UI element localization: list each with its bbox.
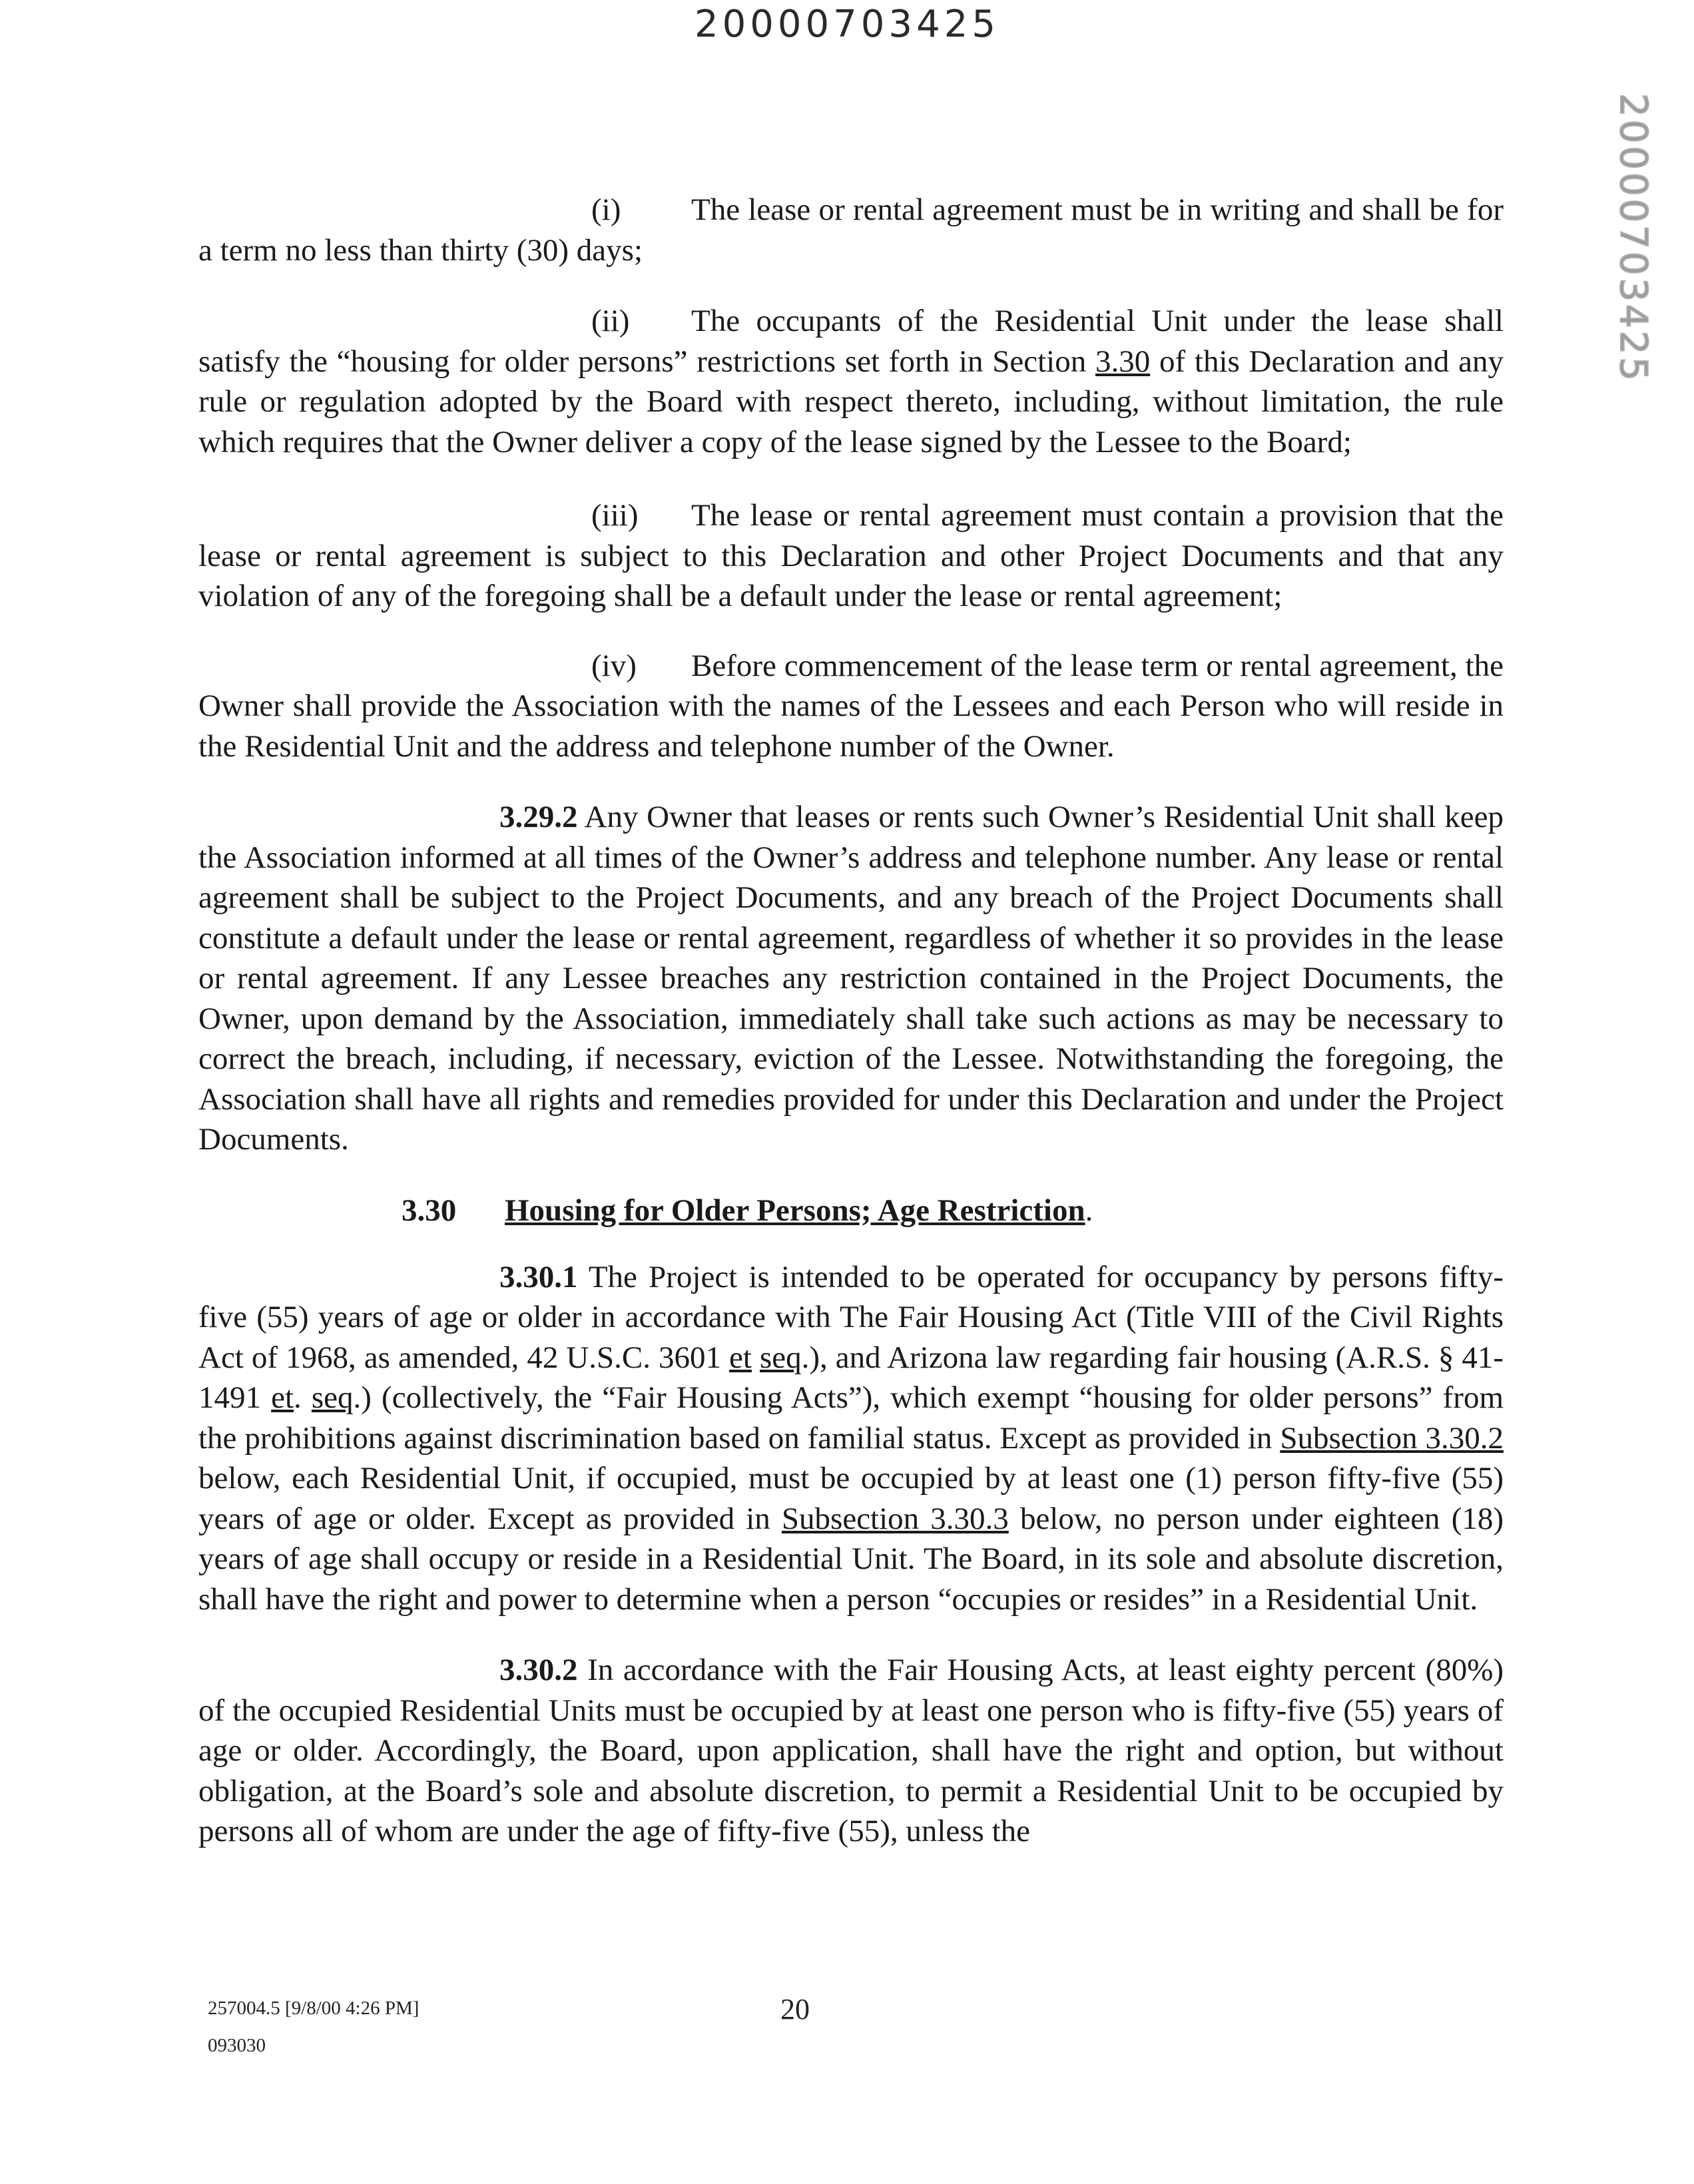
- item-iii-text: The lease or rental agreement must contain a provision that the lease or rental agreement is subject to this Declaration and other Project Documents and that any violation of any of the foregoing shall be a default under the lease or rental agreement;: [198, 498, 1504, 613]
- paragraph-3-30-1-text-1: The Project is intended to be operated for occupancy by persons fifty-five (55) years of age or older in accordance with The Fair Housing Act (Title VIII of the Civil Rights Act of 1968, as amended, 42 U.S.C. 3601: [198, 1259, 1504, 1375]
- paragraph-3-29-2-text: Any Owner that leases or rents such Owner’s Residential Unit shall keep the Association informed at all times of the Owner’s address and telephone number. Any lease or rental agreement shall be subject to the Project Documents, and any breach of the Project Documents shall constitute a default under the lease or rental agreement, regardless of whether it so provides in the lease or rental agreement. If any Lessee breaches any restriction contained in the Project Documents, the Owner, upon demand by the Association, immediately shall take such actions as may be necessary to correct the breach, including, if necessary, eviction of the Lessee. Notwithstanding the foregoing, the Association shall have all rights and remedies provided for under this Declaration and under the Project Documents.: [198, 800, 1504, 1157]
- item-iii-number: (iii): [591, 498, 639, 533]
- paragraph-3-30-1-text-3: .) (collectively, the “Fair Housing Acts”), which exempt “housing for older persons” from the prohibitions against discrimination based on familial status. Except as provided in: [198, 1380, 1504, 1456]
- item-i-text: The lease or rental agreement must be in writing and shall be for a term no less than thirty (30) days;: [198, 192, 1504, 268]
- paragraph-3-29-2: [198, 797, 1504, 1160]
- footer-doc-ref: 257004.5 [9/8/00 4:26 PM]: [208, 1998, 420, 2019]
- footer-matter-number: 093030: [208, 2035, 266, 2056]
- subsection-reference-3-30-3: Subsection 3.30.3: [781, 1501, 1009, 1536]
- paragraph-3-30-1-text-4: below, each Residential Unit, if occupied, must be occupied by at least one (1) person fifty-five (55) years of age or older. Except as provided in: [198, 1461, 1504, 1536]
- paragraph-3-30-1-number: 3.30.1: [499, 1259, 578, 1294]
- document-number-header: 20000703425: [695, 3, 999, 46]
- item-i-number: (i): [591, 192, 621, 227]
- section-heading-title: Housing for Older Persons; Age Restriction: [505, 1193, 1085, 1228]
- item-iv: [198, 646, 1504, 767]
- section-reference: 3.30: [1095, 344, 1151, 379]
- citation-dot: .: [294, 1380, 312, 1415]
- paragraph-3-30-1: [198, 1257, 1504, 1620]
- item-ii-text-b: of this Declaration and any rule or regulation adopted by the Board with respect thereto, including, without limitation, the rule which requires that the Owner deliver a copy of the lease signed by the Lessee to the Board;: [198, 344, 1504, 459]
- citation-seq-1: seq: [759, 1340, 802, 1375]
- citation-et-1: et: [729, 1340, 752, 1375]
- citation-seq-2: seq: [311, 1380, 354, 1415]
- section-heading: [198, 1191, 1504, 1230]
- item-iii: [198, 495, 1504, 617]
- paragraph-3-30-1-text-2: .), and Arizona law regarding fair housing (A.R.S. § 41-1491: [198, 1340, 1504, 1415]
- item-ii-number: (ii): [591, 304, 630, 338]
- footer-left: [208, 1990, 419, 2064]
- citation-et-2: et: [271, 1380, 294, 1415]
- item-i: [198, 190, 1504, 270]
- paragraph-3-29-2-number: 3.29.2: [499, 800, 578, 834]
- citation-space: [752, 1340, 760, 1375]
- paragraph-3-30-2: [198, 1650, 1504, 1852]
- item-iv-number: (iv): [591, 648, 637, 683]
- item-ii: [198, 301, 1504, 462]
- section-heading-number: 3.30: [402, 1193, 457, 1228]
- side-stamp: [1601, 93, 1675, 384]
- item-iv-text: Before commencement of the lease term or rental agreement, the Owner shall provide the Association with the names of the Lessees and each Person who will reside in the Residential Unit and the address and telephone number of the Owner.: [198, 648, 1504, 764]
- paragraph-3-30-2-number: 3.30.2: [499, 1653, 578, 1687]
- page-body: [198, 190, 1504, 1852]
- paragraph-3-30-2-text: In accordance with the Fair Housing Acts, at least eighty percent (80%) of the occupied Residential Units must be occupied by at least one person who is fifty-five (55) years of age or older. Accordingly, the Board, upon application, shall have the right and option, but without obligation, at the Board’s sole and absolute discretion, to permit a Residential Unit to be occupied by persons all of whom are under the age of fifty-five (55), unless the: [198, 1653, 1504, 1848]
- side-stamp-text: 20000703425: [1611, 93, 1655, 384]
- subsection-reference-3-30-2: Subsection 3.30.2: [1280, 1420, 1504, 1456]
- paragraph-3-30-1-text-5: below, no person under eighteen (18) years of age shall occupy or reside in a Residential Unit. The Board, in its sole and absolute discretion, shall have the right and power to determine when a person “occupies or resides” in a Residential Unit.: [198, 1501, 1504, 1617]
- page-number: 20: [780, 1993, 810, 2026]
- section-heading-period: .: [1085, 1193, 1093, 1228]
- item-ii-text-a: The occupants of the Residential Unit under the lease shall satisfy the “housing for older persons” restrictions set forth in Section: [198, 304, 1504, 379]
